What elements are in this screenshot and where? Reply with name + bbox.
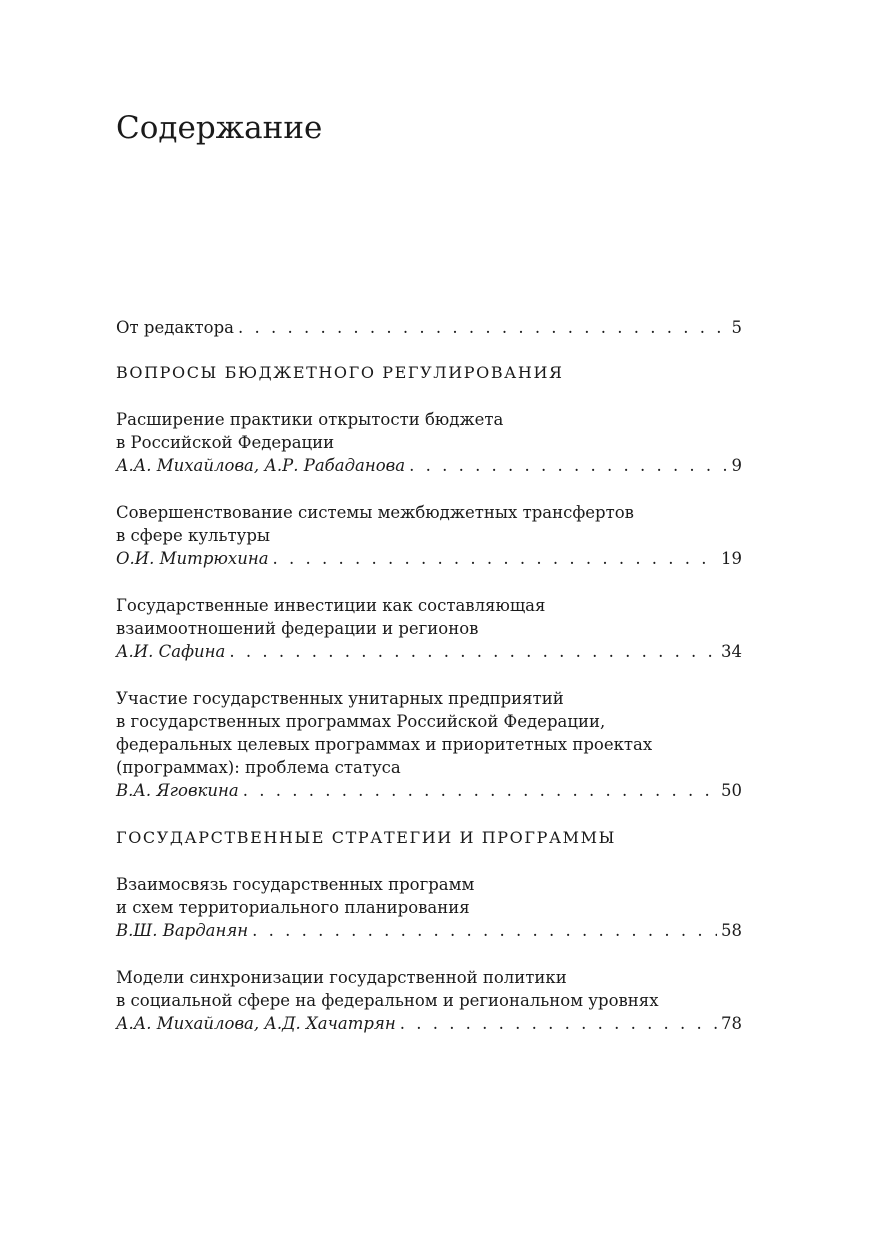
toc-entry-title: Расширение практики открытости бюджета: [116, 410, 504, 429]
toc-leader-line: [116, 454, 742, 477]
toc-entry-title: От редактора: [116, 318, 234, 337]
toc-entry-title: Модели синхронизации государственной политики: [116, 968, 567, 987]
toc-entry-title: в Российской Федерации: [116, 433, 335, 452]
page-title: Содержание: [116, 110, 323, 146]
toc-entry-authors: А.И. Сафина: [116, 642, 226, 661]
dot-leader: [273, 547, 717, 570]
table-of-contents: [116, 316, 742, 1059]
toc-entry-authors: В.Ш. Варданян: [116, 921, 249, 940]
section-heading: ВОПРОСЫ БЮДЖЕТНОГО РЕГУЛИРОВАНИЯ: [116, 363, 564, 382]
toc-leader-line: [116, 1012, 742, 1035]
toc-leader-line: [116, 316, 742, 339]
toc-entry-title: федеральных целевых программах и приоритетных проектах: [116, 735, 653, 754]
dot-leader: [400, 1012, 717, 1035]
toc-entry[interactable]: [116, 966, 742, 1035]
toc-entry[interactable]: [116, 594, 742, 663]
toc-entry[interactable]: [116, 687, 742, 802]
toc-entry[interactable]: [116, 408, 742, 477]
toc-entry-title: (программах): проблема статуса: [116, 758, 401, 777]
toc-entry-title: и схем территориального планирования: [116, 898, 470, 917]
dot-leader: [238, 316, 728, 339]
toc-entry-title: взаимоотношений федерации и регионов: [116, 619, 479, 638]
toc-page-number: 58: [721, 921, 742, 940]
toc-entry-title: в государственных программах Российской Федерации,: [116, 712, 606, 731]
toc-entry-title: Государственные инвестиции как составляющая: [116, 596, 546, 615]
toc-entry-preface[interactable]: [116, 316, 742, 339]
toc-entry-title: Взаимосвязь государственных программ: [116, 875, 475, 894]
toc-leader-line: [116, 779, 742, 802]
toc-page-number: 9: [731, 456, 742, 475]
section-heading: ГОСУДАРСТВЕННЫЕ СТРАТЕГИИ И ПРОГРАММЫ: [116, 828, 616, 847]
toc-entry-title: Участие государственных унитарных предприятий: [116, 689, 564, 708]
toc-entry-title: в социальной сфере на федеральном и региональном уровнях: [116, 991, 659, 1010]
toc-entry-authors: А.А. Михайлова, А.Р. Рабаданова: [116, 456, 406, 475]
dot-leader: [229, 640, 717, 663]
toc-leader-line: [116, 547, 742, 570]
toc-entry-title: Совершенствование системы межбюджетных трансфертов: [116, 503, 634, 522]
toc-leader-line: [116, 919, 742, 942]
toc-page-number: 5: [731, 318, 742, 337]
toc-entry-title: в сфере культуры: [116, 526, 271, 545]
dot-leader: [252, 919, 717, 942]
toc-page-number: 50: [721, 781, 742, 800]
toc-page-number: 34: [721, 642, 742, 661]
toc-page-number: 78: [721, 1014, 742, 1033]
dot-leader: [409, 454, 727, 477]
toc-entry[interactable]: [116, 873, 742, 942]
toc-entry-authors: А.А. Михайлова, А.Д. Хачатрян: [116, 1014, 396, 1033]
toc-entry-authors: О.И. Митрюхина: [116, 549, 269, 568]
toc-entry-authors: В.А. Яговкина: [116, 781, 239, 800]
toc-page-number: 19: [721, 549, 742, 568]
dot-leader: [243, 779, 717, 802]
toc-leader-line: [116, 640, 742, 663]
toc-entry[interactable]: [116, 501, 742, 570]
